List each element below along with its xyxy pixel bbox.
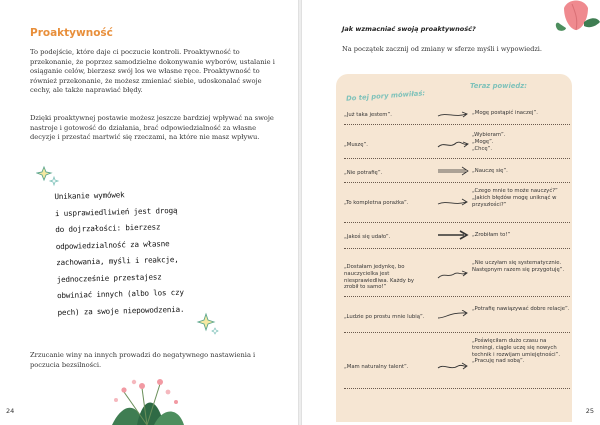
right-page <box>302 0 600 425</box>
paragraph-blame: Zrzucanie winy na innych prowadzi do negatywnego nastawienia i poczucia bezsilności. <box>30 351 256 369</box>
phrase-before: „Już taka jestem”. <box>344 112 392 118</box>
phrase-before: „Nie potrafię”. <box>344 170 383 176</box>
dotted-divider <box>344 222 570 223</box>
arrow-icon <box>436 270 470 280</box>
phrase-after: „Nauczę się”. <box>472 168 508 174</box>
paragraph-benefits: Dzięki proaktywnej postawie możesz jeszcze bardziej wpływać na swoje nastroje i gotowość do działania, brać odpowiedzialność za własne decyzje i przestać martwić się rzeczami, na które nie masz wpływu. <box>30 114 274 142</box>
page-number-left: 24 <box>6 407 15 415</box>
intro-text: Na początek zacznij od zmiany w sferze myśli i wypowiedzi. <box>342 45 543 53</box>
quote-line: obwiniać innych (albo los czy <box>56 287 184 301</box>
quote-line: i usprawiedliwień jest drogą <box>54 205 178 218</box>
dotted-divider <box>344 332 570 333</box>
phrase-after: „Nie uczyłam się systematycznie. Następnym razem się przygotuję”. <box>472 260 565 273</box>
quote-line: jednocześnie przestajesz <box>56 271 162 284</box>
dotted-divider <box>344 182 570 183</box>
quote-line: odpowiedzialność za własne <box>55 238 170 251</box>
dotted-divider <box>344 248 570 249</box>
dotted-divider <box>344 124 570 125</box>
tulip-illustration-icon <box>554 0 600 40</box>
column-heading-now: Teraz powiedz: <box>470 82 527 90</box>
phrase-after: „Wybieram”. „Mogę”. „Chcę”. <box>472 132 506 152</box>
arrow-icon <box>436 110 470 120</box>
quote-line: do dojrzałości: bierzesz <box>55 222 161 235</box>
arrow-icon <box>436 166 470 176</box>
phrase-before: „Jakoś się udało”. <box>344 234 391 240</box>
section-heading: Proaktywność <box>30 27 113 39</box>
phrase-before: „Mam naturalny talent”. <box>344 364 409 370</box>
arrow-icon <box>436 362 470 372</box>
phrase-before: „Dostałam jedynkę, bo nauczycielka jest niesprawiedliwa. Każdy by zrobił to samo!” <box>344 264 415 291</box>
phrase-after: „Poświęciłam dużo czasu na treningi, ciągle uczę się nowych technik i rozwijam umiejętności”. „Pracuję nad sobą”. <box>472 338 561 365</box>
paragraph-definition: To podejście, które daje ci poczucie kontroli. Proaktywność to przekonanie, że poprzez samodzielne dokonywanie wyborów, ustalanie i osiąganie celów, bierzesz swój los we własne ręce. Proaktywność to również przekonanie, że możesz zmieniać siebie, udoskonalać swoje cechy, ale także naprawiać błędy. <box>30 48 275 95</box>
arrow-icon <box>436 310 470 320</box>
phrases-card <box>336 74 572 422</box>
dotted-divider <box>344 296 570 297</box>
phrase-before: „Muszę”. <box>344 142 368 148</box>
page-number-right: 25 <box>585 407 594 415</box>
phrase-before: „To kompletna porażka”. <box>344 200 409 206</box>
arrow-icon <box>436 140 470 150</box>
phrase-after: „Mogę postąpić inaczej”. <box>472 110 538 116</box>
left-page <box>0 0 298 425</box>
quote-line: zachowania, myśli i reakcje, <box>56 254 179 268</box>
sparkle-doodle-icon <box>196 312 220 336</box>
column-heading-before: Do tej pory mówiłaś: <box>345 89 426 103</box>
quote-line: pech) za swoje niepowodzenia. <box>57 304 185 317</box>
phrase-after: „Czego mnie to może nauczyć?” „Jakich błędów mogę uniknąć w przyszłości?” <box>472 188 558 208</box>
quote-line: Unikanie wymówek <box>54 190 125 202</box>
dotted-divider <box>344 158 570 159</box>
phrase-before: „Ludzie po prostu mnie lubią”. <box>344 314 425 320</box>
dotted-divider <box>344 388 570 389</box>
plant-illustration-icon <box>92 374 202 425</box>
question-heading: Jak wzmacniać swoją proaktywność? <box>342 25 476 33</box>
star-doodle-icon <box>36 163 60 189</box>
arrow-icon <box>436 198 470 208</box>
phrase-after: „Zrobiłam to!” <box>472 232 511 238</box>
handwritten-quote <box>54 185 217 321</box>
arrow-icon <box>436 230 470 240</box>
phrase-after: „Potrafię nawiązywać dobre relacje”. <box>472 306 570 312</box>
